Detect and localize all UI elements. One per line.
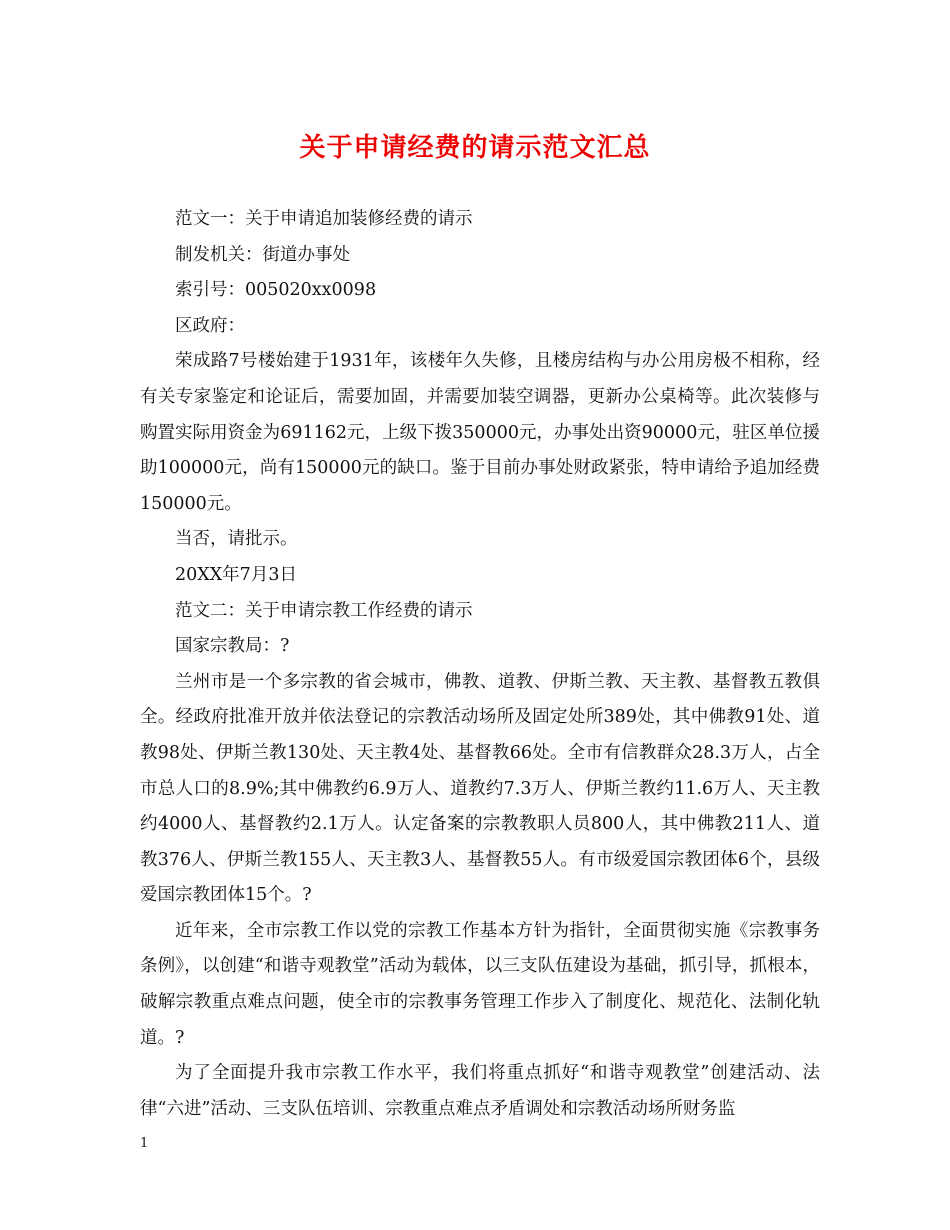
paragraph-closing: 当否，请批示。: [175, 529, 298, 550]
paragraph-sample-one-heading: 范文一：关于申请追加装修经费的请示: [175, 209, 473, 229]
paragraph-date: 20XX年7月3日: [175, 564, 297, 585]
document-title: 关于申请经费的请示范文汇总: [299, 133, 651, 163]
paragraph-recipient: 国家宗教局：?: [175, 636, 290, 657]
page-number: 1: [140, 1136, 149, 1151]
document-body: [140, 202, 820, 1127]
paragraph-sample-two-heading: 范文二：关于申请宗教工作经费的请示: [175, 600, 473, 621]
paragraph-index-number: 索引号：005020xx0098: [175, 280, 377, 301]
paragraph-recipient: 区政府：: [175, 315, 245, 336]
paragraph-body: 为了全面提升我市宗教工作水平，我们将重点抓好“和谐寺观教堂”创建活动、法律“六进”活动、三支队伍培训、宗教重点难点矛盾调处和宗教活动场所财务监: [140, 1063, 820, 1119]
paragraph-body: 荣成路7号楼始建于1931年，该楼年久失修，且楼房结构与办公用房极不相称，经有关专家鉴定和论证后，需要加固，并需要加装空调器，更新办公桌椅等。此次装修与购置实际用资金为691162元，上级下拨350000元，办事处出资90000元，驻区单位援助100000元，尚有150000元的缺口。鉴于目前办事处财政紧张，特申请给予追加经费150000元。: [140, 351, 820, 514]
paragraph-issuing-authority: 制发机关：街道办事处: [175, 244, 350, 265]
paragraph-body: 兰州市是一个多宗教的省会城市，佛教、道教、伊斯兰教、天主教、基督教五教俱全。经政府批准开放并依法登记的宗教活动场所及固定处所389处，其中佛教91处、道教98处、伊斯兰教130处、天主教4处、基督教66处。全市有信教群众28.3万人，占全市总人口的8.9%;其中佛教约6.9万人、道教约7.3万人、伊斯兰教约11.6万人、天主教约4000人、基督教约2.1万人。认定备案的宗教教职人员800人，其中佛教211人、道教376人、伊斯兰教155人、天主教3人、基督教55人。有市级爱国宗教团体6个，县级爱国宗教团体15个。?: [140, 671, 820, 906]
paragraph-body: 近年来，全市宗教工作以党的宗教工作基本方针为指针，全面贯彻实施《宗教事务条例》，以创建“和谐寺观教堂”活动为载体，以三支队伍建设为基础，抓引导，抓根本，破解宗教重点难点问题，使全市的宗教事务管理工作步入了制度化、规范化、法制化轨道。?: [140, 920, 820, 1048]
